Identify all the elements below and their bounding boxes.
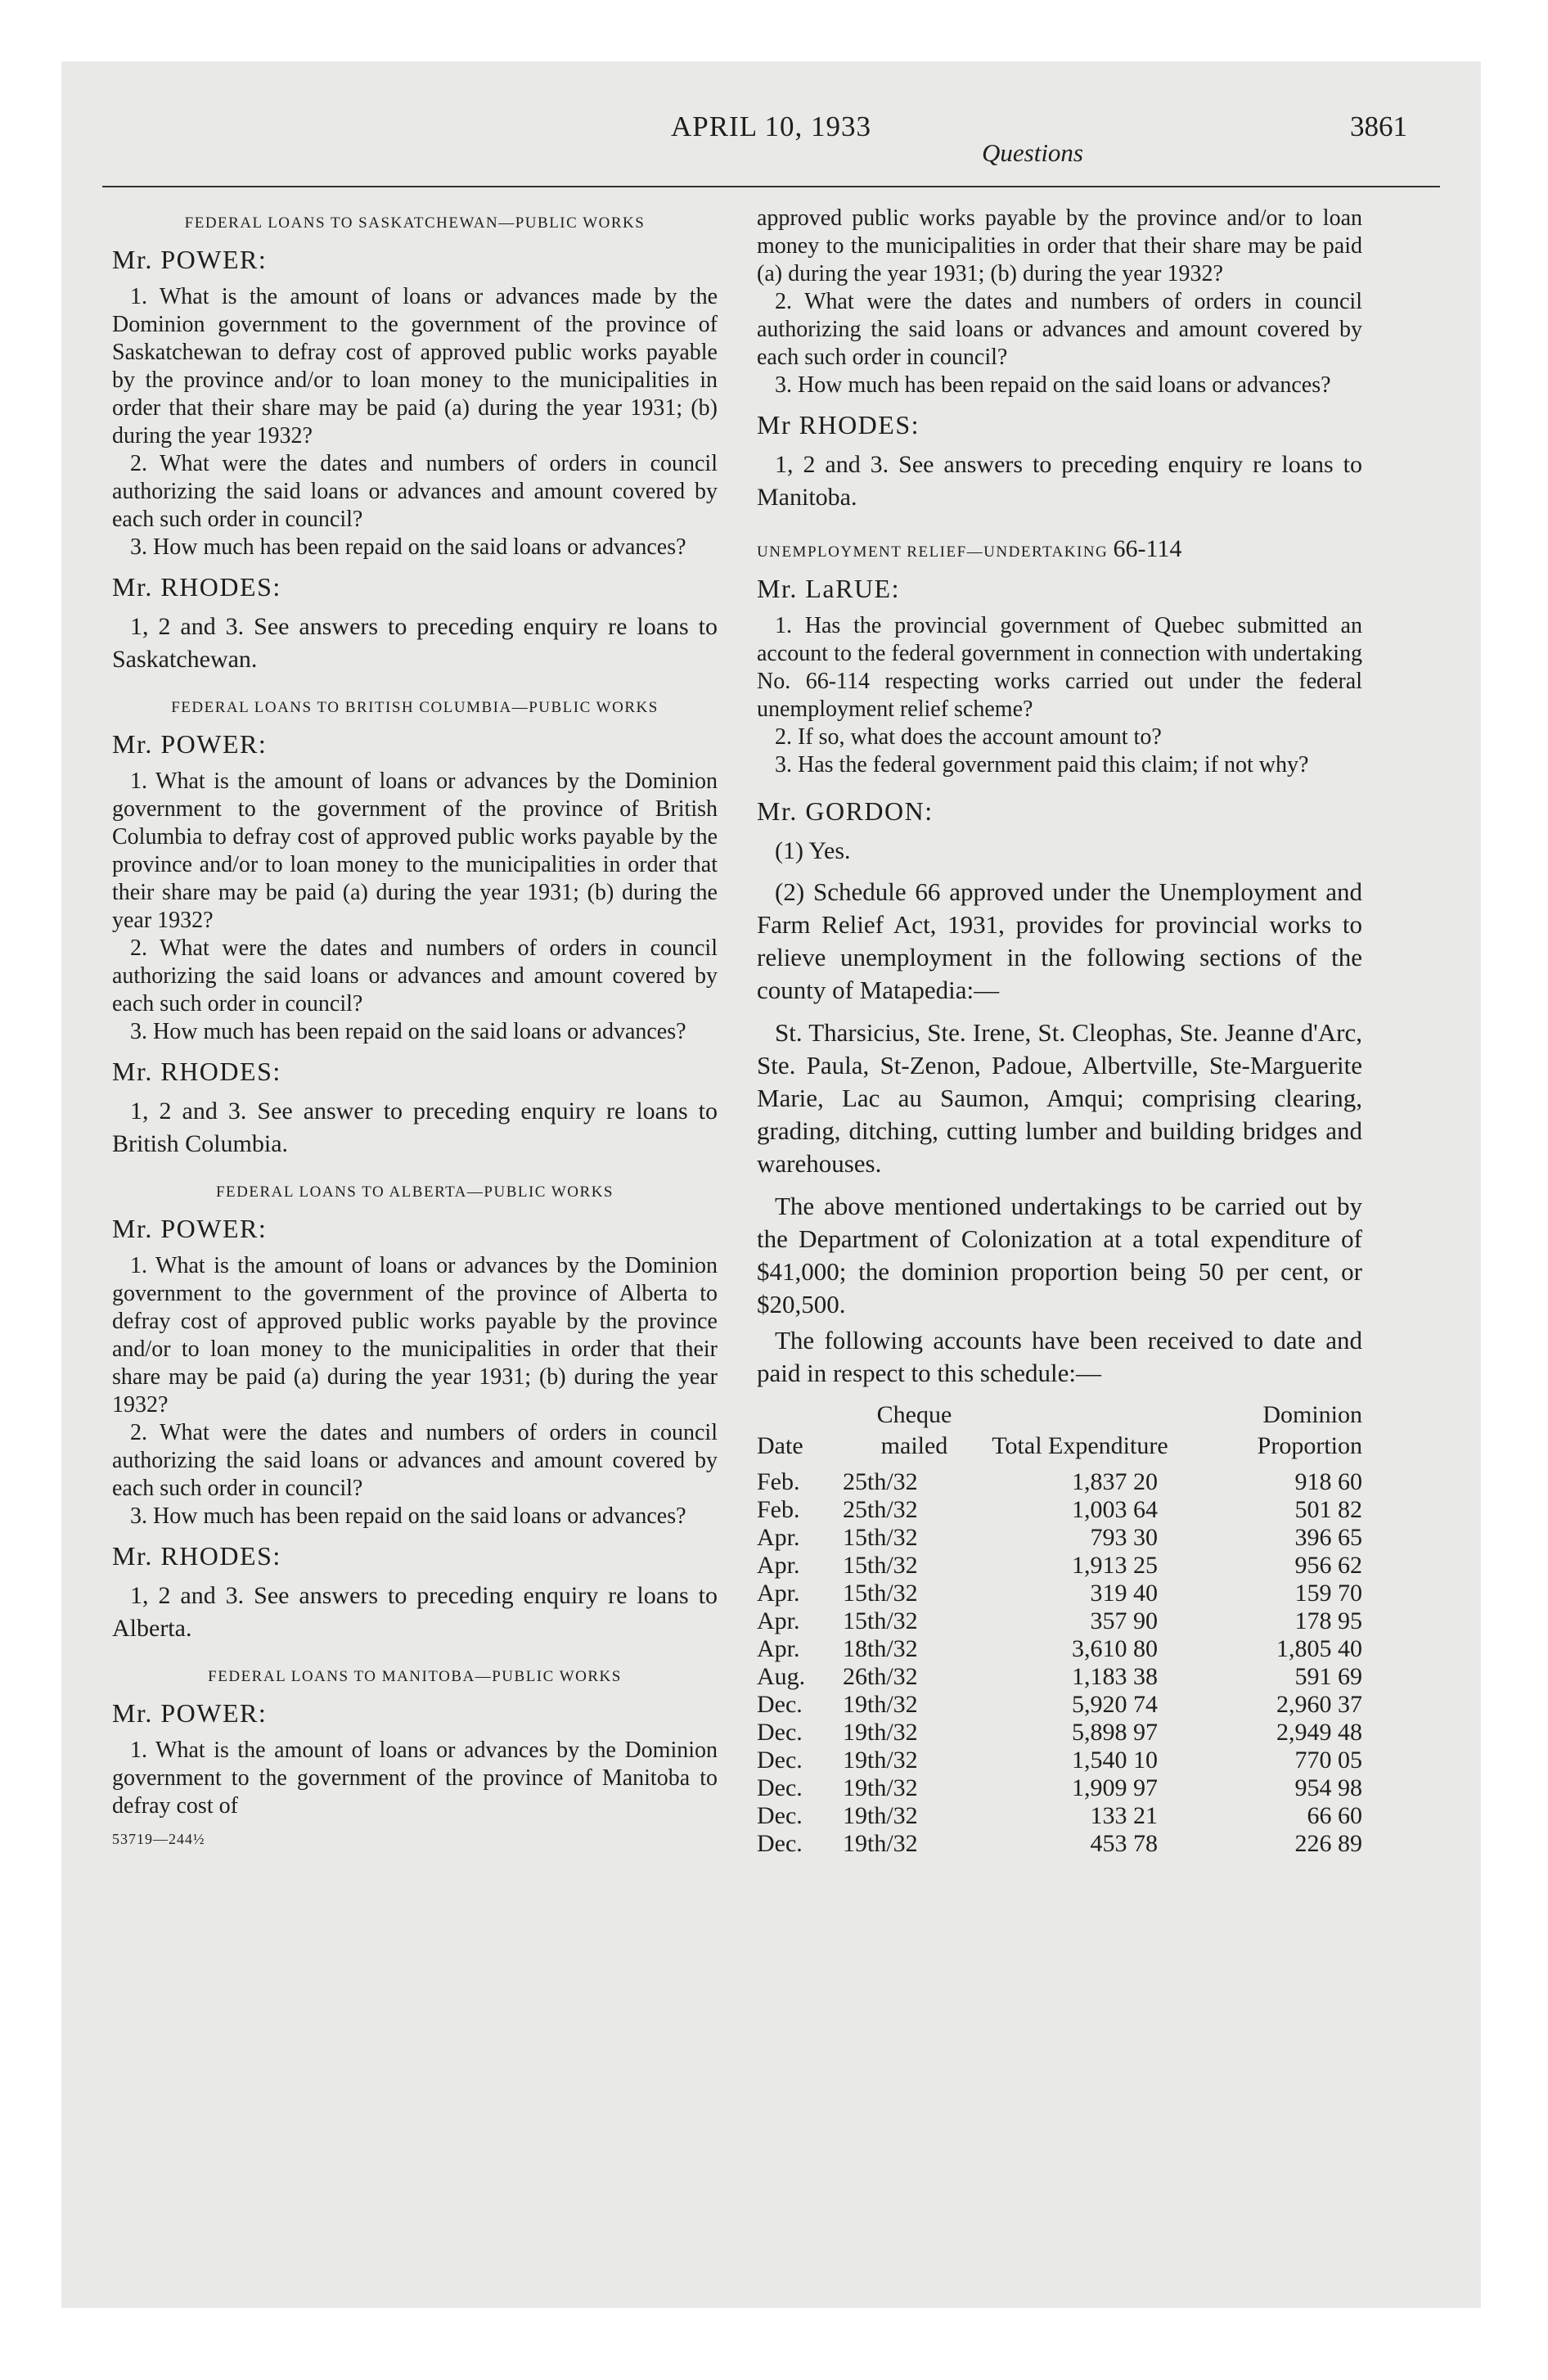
questioner-name: Mr. POWER:: [112, 1698, 268, 1728]
header-dominion: Dominion Proportion: [1257, 1401, 1362, 1459]
section-heading-unemployment-relief: [757, 535, 1362, 563]
row-dominion: 918 60: [1294, 1468, 1362, 1495]
row-total: 5,898 97: [1072, 1719, 1158, 1746]
row-dominion: 2,949 48: [1276, 1719, 1362, 1746]
answerer-name: Mr. RHODES:: [112, 1057, 281, 1086]
row-cheque-date: 19th/32: [843, 1802, 918, 1829]
questioner-name: Mr. POWER:: [112, 1214, 268, 1243]
row-total: 3,610 80: [1072, 1635, 1158, 1662]
answer-text: 1, 2 and 3. See answers to preceding enquiry re loans to Saskatchewan.: [112, 613, 718, 673]
row-month: Dec.: [757, 1830, 803, 1857]
question-2: 2. What were the dates and numbers of orders in council authorizing the said loans or advances and amount covered by each such order in council?: [112, 935, 718, 1016]
row-month: Dec.: [757, 1774, 803, 1801]
row-dominion: 956 62: [1294, 1552, 1362, 1579]
section-heading-manitoba: FEDERAL LOANS TO MANITOBA—PUBLIC WORKS: [208, 1668, 622, 1685]
accounts-paragraph: The following accounts have been received to date and paid in respect to this schedule:—: [757, 1326, 1362, 1387]
question-3: 3. How much has been repaid on the said loans or advances?: [775, 372, 1331, 398]
header-date: Date: [757, 1432, 803, 1459]
row-cheque-date: 26th/32: [843, 1663, 918, 1690]
questioner-name: Mr. POWER:: [112, 245, 268, 274]
questioner-name: Mr. LaRUE:: [757, 574, 900, 603]
row-dominion: 1,805 40: [1276, 1635, 1362, 1662]
row-total: 357 90: [1090, 1607, 1158, 1634]
question-1-continued: approved public works payable by the province and/or to loan money to the municipalities in order that their share may be paid (a) during the year 1931; (b) during the year 1932?: [757, 205, 1362, 286]
header-rule: [102, 186, 1440, 187]
row-month: Feb.: [757, 1496, 800, 1523]
row-dominion: 2,960 37: [1276, 1691, 1362, 1718]
row-month: Apr.: [757, 1552, 800, 1579]
question-3: 3. How much has been repaid on the said loans or advances?: [130, 534, 686, 560]
row-month: Dec.: [757, 1802, 803, 1829]
answer-1: (1) Yes.: [775, 837, 851, 864]
table-row: [757, 1719, 1362, 1747]
answerer-name: Mr RHODES:: [757, 410, 920, 439]
row-dominion: 396 65: [1294, 1524, 1362, 1551]
row-cheque-date: 15th/32: [843, 1524, 918, 1551]
row-dominion: 770 05: [1294, 1747, 1362, 1774]
table-row: [757, 1496, 1362, 1524]
row-total: 1,540 10: [1072, 1747, 1158, 1774]
table-row: [757, 1607, 1362, 1635]
row-cheque-date: 15th/32: [843, 1552, 918, 1579]
header-cheque: Cheque mailed: [876, 1401, 952, 1459]
answerer-name: Mr. RHODES:: [112, 1541, 281, 1571]
answer-text: 1, 2 and 3. See answers to preceding enquiry re loans to Alberta.: [112, 1582, 718, 1642]
table-row: [757, 1774, 1362, 1802]
table-row: [757, 1802, 1362, 1830]
row-cheque-date: 19th/32: [843, 1691, 918, 1718]
row-month: Aug.: [757, 1663, 806, 1690]
row-month: Dec.: [757, 1691, 803, 1718]
heading-text: UNEMPLOYMENT RELIEF—UNDERTAKING: [757, 543, 1109, 561]
row-dominion: 178 95: [1294, 1607, 1362, 1634]
row-dominion: 591 69: [1294, 1663, 1362, 1690]
header-section: Questions: [982, 138, 1083, 167]
section-heading-saskatchewan: FEDERAL LOANS TO SASKATCHEWAN—PUBLIC WORKS: [184, 214, 646, 232]
question-1: 1. What is the amount of loans or advances by the Dominion government to the government of the province of British Columbia to defray cost of approved public works payable by the province and/or to loan money to the municipalities in order that their share may be paid (a) during the year 1931; (b) during the year 1932?: [112, 769, 718, 933]
question-1: 1. What is the amount of loans or advances made by the Dominion government to the government of the province of Saskatchewan to defray cost of approved public works payable by the province and/or to loan money to the municipalities in order that their share may be paid (a) during the year 1931; (b) during the year 1932?: [112, 284, 718, 449]
section-heading-alberta: FEDERAL LOANS TO ALBERTA—PUBLIC WORKS: [215, 1183, 614, 1201]
header-total: Total Expenditure: [992, 1432, 1168, 1459]
row-total: 133 21: [1090, 1802, 1158, 1829]
row-dominion: 501 82: [1294, 1496, 1362, 1523]
table-body: [757, 1468, 1362, 1858]
undertakings-paragraph: The above mentioned undertakings to be carried out by the Department of Colonization at a total expenditure of $41,000; the dominion proportion being 50 per cent, or $20,500.: [757, 1192, 1362, 1318]
undertaking-number: 66-114: [1113, 535, 1182, 562]
row-total: 1,909 97: [1072, 1774, 1158, 1801]
question-2: 2. What were the dates and numbers of orders in council authorizing the said loans or advances and amount covered by each such order in council?: [112, 451, 718, 532]
row-cheque-date: 18th/32: [843, 1635, 918, 1662]
table-row: [757, 1830, 1362, 1858]
row-total: 1,183 38: [1072, 1663, 1158, 1690]
row-cheque-date: 19th/32: [843, 1830, 918, 1857]
row-cheque-date: 19th/32: [843, 1719, 918, 1746]
question-2: 2. What were the dates and numbers of orders in council authorizing the said loans or advances and amount covered by each such order in council?: [757, 289, 1362, 370]
accounts-table: [757, 1400, 1362, 1858]
row-cheque-date: 15th/32: [843, 1607, 918, 1634]
question-2: 2. What were the dates and numbers of orders in council authorizing the said loans or advances and amount covered by each such order in council?: [112, 1420, 718, 1501]
row-total: 1,837 20: [1072, 1468, 1158, 1495]
questioner-name: Mr. POWER:: [112, 729, 268, 759]
left-column: [112, 205, 718, 1853]
row-month: Feb.: [757, 1468, 800, 1495]
row-cheque-date: 15th/32: [843, 1580, 918, 1607]
row-total: 1,913 25: [1072, 1552, 1158, 1579]
answer-2: (2) Schedule 66 approved under the Unemployment and Farm Relief Act, 1931, provides for provincial works to relieve unemployment in the following sections of the county of Matapedia:—: [757, 877, 1362, 1004]
row-total: 453 78: [1090, 1830, 1158, 1857]
answer-text: 1, 2 and 3. See answers to preceding enquiry re loans to Manitoba.: [757, 451, 1362, 511]
row-month: Dec.: [757, 1719, 803, 1746]
row-dominion: 66 60: [1307, 1802, 1362, 1829]
row-total: 319 40: [1090, 1580, 1158, 1607]
question-1: 1. What is the amount of loans or advances by the Dominion government to the government of the province of Manitoba to defray cost of: [112, 1738, 718, 1819]
table-row: [757, 1691, 1362, 1719]
row-month: Apr.: [757, 1524, 800, 1551]
table-row: [757, 1468, 1362, 1496]
page-number: 3861: [1350, 110, 1407, 142]
question-1: 1. Has the provincial government of Quebec submitted an account to the federal government in connection with undertaking No. 66-114 respecting works carried out under the federal unemployment relief scheme?: [757, 613, 1362, 722]
answerer-name: Mr. RHODES:: [112, 572, 281, 602]
row-month: Apr.: [757, 1607, 800, 1634]
row-cheque-date: 25th/32: [843, 1468, 918, 1495]
question-3: 3. How much has been repaid on the said loans or advances?: [130, 1019, 686, 1044]
row-cheque-date: 19th/32: [843, 1774, 918, 1801]
question-3: 3. Has the federal government paid this claim; if not why?: [775, 752, 1309, 778]
row-dominion: 159 70: [1294, 1580, 1362, 1607]
answer-text: 1, 2 and 3. See answer to preceding enquiry re loans to British Columbia.: [112, 1098, 718, 1157]
right-column: [757, 205, 1362, 1858]
row-month: Apr.: [757, 1580, 800, 1607]
page-header: [61, 110, 1481, 209]
question-1: 1. What is the amount of loans or advances by the Dominion government to the government of the province of Alberta to defray cost of approved public works payable by the province and/or to loan money to the municipalities in order that their share may be paid (a) during the year 1931; (b) during the year 1932?: [112, 1253, 718, 1418]
places-paragraph: St. Tharsicius, Ste. Irene, St. Cleophas, Ste. Jeanne d'Arc, Ste. Paula, St-Zenon, Padoue, Albertville, Ste-Marguerite Marie, Lac au Saumon, Amqui; comprising clearing, grading, ditching, cutting lumber and building bridges and warehouses.: [757, 1018, 1362, 1178]
question-2: 2. If so, what does the account amount to?: [775, 724, 1162, 750]
table-row: [757, 1747, 1362, 1774]
answerer-name: Mr. GORDON:: [757, 796, 934, 826]
header-date: APRIL 10, 1933: [670, 110, 872, 142]
table-header-row: [757, 1400, 1362, 1468]
row-month: Dec.: [757, 1747, 803, 1774]
table-row: [757, 1580, 1362, 1607]
row-cheque-date: 19th/32: [843, 1747, 918, 1774]
table-row: [757, 1524, 1362, 1552]
printer-signature: 53719—244½: [112, 1831, 205, 1847]
section-heading-british-columbia: FEDERAL LOANS TO BRITISH COLUMBIA—PUBLIC WORKS: [171, 699, 659, 716]
question-3: 3. How much has been repaid on the said loans or advances?: [130, 1503, 686, 1529]
row-dominion: 226 89: [1294, 1830, 1362, 1857]
table-row: [757, 1663, 1362, 1691]
row-total: 5,920 74: [1072, 1691, 1158, 1718]
row-total: 793 30: [1090, 1524, 1158, 1551]
row-cheque-date: 25th/32: [843, 1496, 918, 1523]
table-row: [757, 1552, 1362, 1580]
document-page: [61, 61, 1481, 2308]
table-row: [757, 1635, 1362, 1663]
row-dominion: 954 98: [1294, 1774, 1362, 1801]
row-total: 1,003 64: [1072, 1496, 1158, 1523]
row-month: Apr.: [757, 1635, 800, 1662]
